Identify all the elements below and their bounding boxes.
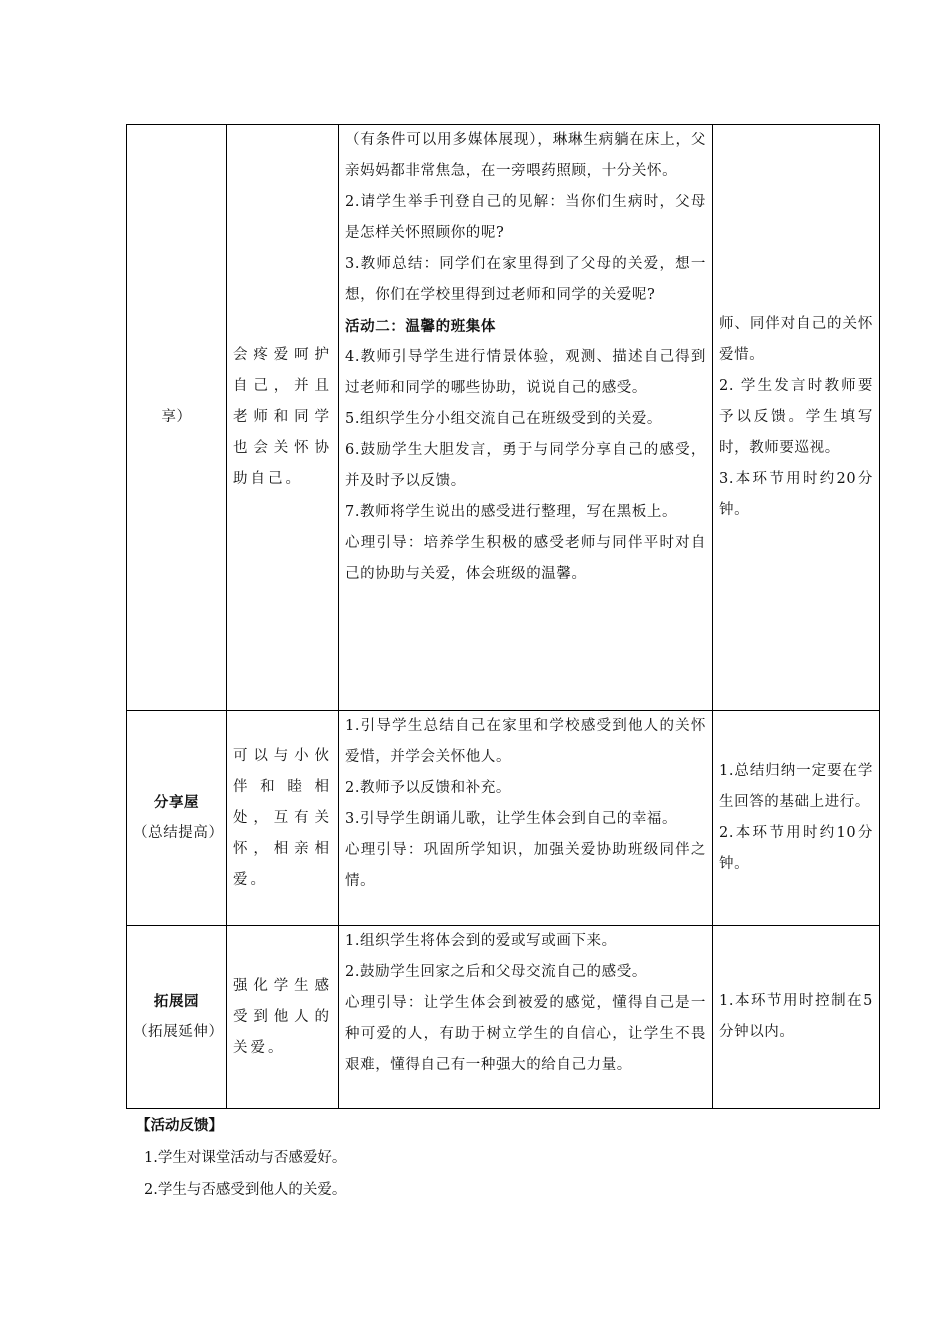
goal-text: 可以与小伙伴和睦相处，互有关怀，相亲相爱。 [233, 747, 332, 888]
step-item: 4.教师引导学生进行情景体验，观测、描述自己得到过老师和同学的哪些协助，说说自己的感受。 [345, 349, 706, 396]
goal-cell [227, 125, 339, 711]
table-row [127, 926, 880, 1109]
step-item: 7.教师将学生说出的感受进行整理，写在黑板上。 [345, 504, 678, 520]
note-item: 1.总结归纳一定要在学生回答的基础上进行。 [719, 763, 873, 810]
stage-title: 分享屋 [153, 794, 200, 811]
goal-text: 会疼爱呵护自己，并且老师和同学也会关怀协助自己。 [233, 347, 332, 487]
steps-cell [339, 711, 713, 926]
goal-text: 强化学生感受到他人的关爱。 [233, 977, 332, 1056]
lesson-plan-table [126, 124, 880, 1109]
step-item: 心理引导：巩固所学知识，加强关爱协助班级同伴之情。 [345, 842, 706, 889]
stage-cell [127, 125, 227, 711]
stage-title: 拓展园 [153, 993, 200, 1010]
goal-cell [227, 926, 339, 1109]
step-item: 3.教师总结：同学们在家里得到了父母的关爱，想一想，你们在学校里得到过老师和同学的关爱呢? [345, 256, 706, 303]
stage-subtitle: 享） [161, 409, 192, 425]
table-row [127, 711, 880, 926]
notes-cell [713, 125, 880, 711]
stage-cell [127, 926, 227, 1109]
steps-cell [339, 125, 713, 711]
step-item: （有条件可以用多媒体展现），琳琳生病躺在床上，父亲妈妈都非常焦急，在一旁喂药照顾，十分关怀。 [345, 132, 706, 179]
stage-cell [127, 711, 227, 926]
step-item: 2.请学生举手刊登自己的见解：当你们生病时，父母是怎样关怀照顾你的呢? [345, 194, 706, 241]
notes-cell [713, 926, 880, 1109]
step-item: 1.引导学生总结自己在家里和学校感受到他人的关怀爱惜，并学会关怀他人。 [345, 718, 706, 765]
notes-cell [713, 711, 880, 926]
step-item: 3.引导学生朗诵儿歌，让学生体会到自己的幸福。 [345, 811, 678, 827]
steps-cell [339, 926, 713, 1109]
feedback-item: 2.学生与否感受到他人的关爱。 [144, 1182, 347, 1198]
step-item: 心理引导：让学生体会到被爱的感觉，懂得自己是一种可爱的人，有助于树立学生的自信心，让学生不畏艰难，懂得自己有一种强大的给自己力量。 [345, 995, 706, 1073]
step-item: 心理引导：培养学生积极的感受老师与同伴平时对自己的协助与关爱，体会班级的温馨。 [345, 535, 706, 582]
note-item: 3.本环节用时约20分钟。 [719, 471, 873, 518]
goal-cell [227, 711, 339, 926]
feedback-item: 1.学生对课堂活动与否感爱好。 [144, 1150, 347, 1166]
note-item: 2.本环节用时约10分钟。 [719, 825, 873, 872]
note-item: 1.本环节用时控制在5分钟以内。 [719, 993, 873, 1040]
note-item: 师、同伴对自己的关怀爱惜。 [719, 316, 873, 363]
step-item: 6.鼓励学生大胆发言，勇于与同学分享自己的感受，并及时予以反馈。 [345, 442, 706, 489]
activity-heading: 活动二：温馨的班集体 [345, 318, 496, 335]
step-item: 2.鼓励学生回家之后和父母交流自己的感受。 [345, 964, 647, 980]
step-item: 1.组织学生将体会到的爱或写或画下来。 [345, 933, 617, 949]
feedback-title: 【活动反馈】 [136, 1117, 223, 1134]
note-item: 2. 学生发言时教师要予以反馈。学生填写时，教师要巡视。 [719, 378, 873, 456]
stage-subtitle: （拓展延伸） [133, 1024, 224, 1040]
step-item: 5.组织学生分小组交流自己在班级受到的关爱。 [345, 411, 663, 427]
step-item: 2.教师予以反馈和补充。 [345, 780, 512, 796]
stage-subtitle: （总结提高） [133, 825, 224, 841]
feedback-section [126, 1110, 346, 1206]
table-row [127, 125, 880, 711]
